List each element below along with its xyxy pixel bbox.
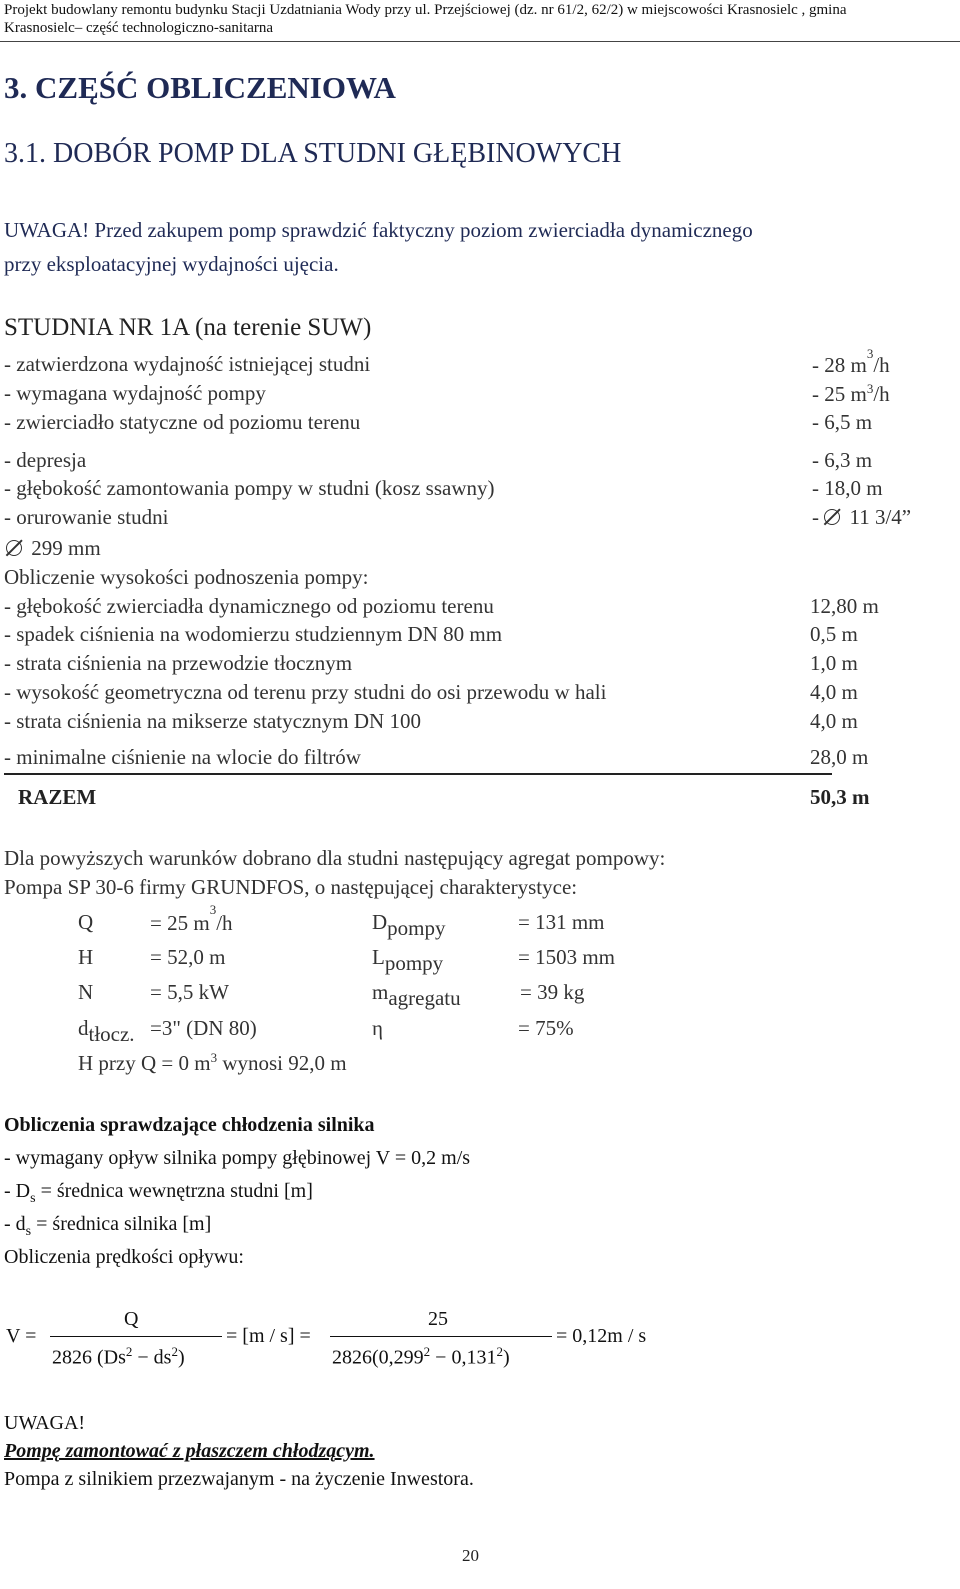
warning-line1: UWAGA! Przed zakupem pomp sprawdzić faktyczny poziom zwierciadła dynamicznego bbox=[4, 218, 753, 242]
param-h-symbol: H bbox=[78, 945, 94, 969]
header-rule bbox=[0, 41, 960, 42]
well-heading: STUDNIA NR 1A (na terenie SUW) bbox=[4, 314, 372, 341]
well-param-value: - 6,3 m bbox=[812, 448, 873, 472]
well-param-label: - zwierciadło statyczne od poziomu terenu bbox=[4, 410, 361, 434]
cooling-heading: Obliczenia sprawdzające chłodzenia silnika bbox=[4, 1114, 375, 1136]
lift-item-value: 4,0 m bbox=[810, 680, 858, 704]
diameter-icon bbox=[824, 509, 840, 525]
lift-item-label: - spadek ciśnienia na wodomierzu studziennym DN 80 mm bbox=[4, 622, 503, 646]
fraction-bar-1 bbox=[50, 1336, 222, 1337]
well-param-value: - 11 3/4” bbox=[812, 505, 912, 529]
formula-unit: = [m / s] = bbox=[226, 1325, 311, 1347]
well-param-value: - 25 $m^3/h$ bbox=[812, 381, 890, 406]
well-param-value: - 18,0 m bbox=[812, 476, 883, 500]
formula-result: = 0,12m / s bbox=[556, 1325, 647, 1347]
param-dt-value: =3" (DN 80) bbox=[150, 1016, 257, 1040]
motor-note: Pompa z silnikiem przezwajanym - na życzenie Inwestora. bbox=[4, 1468, 474, 1490]
cooling-line2: - $D_s$ = średnica wewnętrzna studni [m] bbox=[4, 1180, 313, 1206]
formula-denominator-1: 2826 $(Ds^2 - ds^2)$ bbox=[52, 1344, 185, 1369]
param-d-symbol: $D_{pompy}$ bbox=[372, 910, 446, 940]
well-param-label: - zatwierdzona wydajność istniejącej studni bbox=[4, 352, 371, 376]
pump-intro: Dla powyższych warunków dobrano dla studni następujący agregat pompowy: bbox=[4, 846, 666, 870]
well-param-value: - 28 $m^3/h$ bbox=[812, 346, 890, 377]
param-eta-value: = 75% bbox=[518, 1016, 574, 1040]
shutoff-head: H przy Q = 0 $m^3$ wynosi 92,0 m bbox=[78, 1050, 347, 1075]
param-d-value: = 131 mm bbox=[518, 910, 605, 934]
lift-item-label: - głębokość zwierciadła dynamicznego od poziomu terenu bbox=[4, 594, 494, 618]
page-number: 20 bbox=[462, 1546, 479, 1565]
fraction-bar-2 bbox=[330, 1336, 552, 1337]
lift-item-label: - minimalne ciśnienie na wlocie do filtrów bbox=[4, 745, 361, 769]
sum-rule bbox=[4, 773, 832, 775]
well-param-value: - 6,5 m bbox=[812, 410, 873, 434]
param-l-symbol: $L_{pompy}$ bbox=[372, 945, 444, 975]
param-dt-symbol: $d_{tłocz.}$ bbox=[78, 1016, 135, 1046]
lift-heading: Obliczenie wysokości podnoszenia pompy: bbox=[4, 565, 369, 589]
lift-item-label: - wysokość geometryczna od terenu przy studni do osi przewodu w hali bbox=[4, 680, 607, 704]
well-param-label: - orurowanie studni bbox=[4, 505, 169, 529]
formula-numerator-2: 25 bbox=[428, 1308, 448, 1330]
lift-item-value: 0,5 m bbox=[810, 622, 858, 646]
running-header-line2: Krasnosielc– część technologiczno-sanitarna bbox=[4, 20, 274, 36]
well-param-label: - wymagana wydajność pompy bbox=[4, 381, 266, 405]
param-m-symbol: $m_{agregatu}$ bbox=[372, 980, 461, 1010]
cooling-line4: Obliczenia prędkości opływu: bbox=[4, 1246, 244, 1268]
total-label: RAZEM bbox=[18, 785, 97, 809]
lift-item-label: - strata ciśnienia na mikserze statycznym DN 100 bbox=[4, 709, 421, 733]
cooling-jacket-note: Pompę zamontować z płaszczem chłodzącym. bbox=[4, 1440, 375, 1462]
formula-denominator-2: $2826(0,299^2 - 0,131^2)$ bbox=[332, 1344, 510, 1369]
warning-line2: przy eksploatacyjnej wydajności ujęcia. bbox=[4, 252, 339, 276]
section-title: 3. CZĘŚĆ OBLICZENIOWA bbox=[4, 70, 396, 105]
param-q-value: = 25 $m^3/h$ bbox=[150, 902, 233, 935]
lift-item-label: - strata ciśnienia na przewodzie tłocznym bbox=[4, 651, 353, 675]
footer-warning: UWAGA! bbox=[4, 1412, 86, 1434]
lift-item-value: 4,0 m bbox=[810, 709, 858, 733]
param-h-value: = 52,0 m bbox=[150, 945, 226, 969]
param-q-symbol: Q bbox=[78, 910, 94, 934]
running-header-line1: Projekt budowlany remontu budynku Stacji Uzdatniania Wody przy ul. Przejściowej (dz. nr 61/2, 62/2) w miejscowości Krasnosielc , gmina bbox=[4, 2, 847, 18]
param-n-value: = 5,5 kW bbox=[150, 980, 229, 1004]
diameter-icon bbox=[6, 540, 22, 556]
total-value: 50,3 m bbox=[810, 785, 870, 809]
lift-item-value: 12,80 m bbox=[810, 594, 879, 618]
lift-item-value: 1,0 m bbox=[810, 651, 858, 675]
param-l-value: = 1503 mm bbox=[518, 945, 616, 969]
well-param-label: - depresja bbox=[4, 448, 87, 472]
formula-v: V = bbox=[6, 1325, 37, 1347]
formula-numerator-1: Q bbox=[124, 1308, 139, 1330]
param-eta-symbol: η bbox=[372, 1016, 383, 1040]
casing-diameter: 299 mm bbox=[6, 536, 101, 561]
subsection-title: 3.1. DOBÓR POMP DLA STUDNI GŁĘBINOWYCH bbox=[4, 138, 622, 169]
param-m-value: = 39 kg bbox=[520, 980, 585, 1004]
lift-item-value: 28,0 m bbox=[810, 745, 869, 769]
well-param-label: - głębokość zamontowania pompy w studni (kosz ssawny) bbox=[4, 476, 495, 500]
param-n-symbol: N bbox=[78, 980, 94, 1004]
cooling-line3: - $d_s$ = średnica silnika [m] bbox=[4, 1213, 212, 1239]
cooling-line1: - wymagany opływ silnika pompy głębinowej V = 0,2 m/s bbox=[4, 1147, 471, 1169]
pump-model: Pompa SP 30-6 firmy GRUNDFOS, o następującej charakterystyce: bbox=[4, 875, 578, 899]
